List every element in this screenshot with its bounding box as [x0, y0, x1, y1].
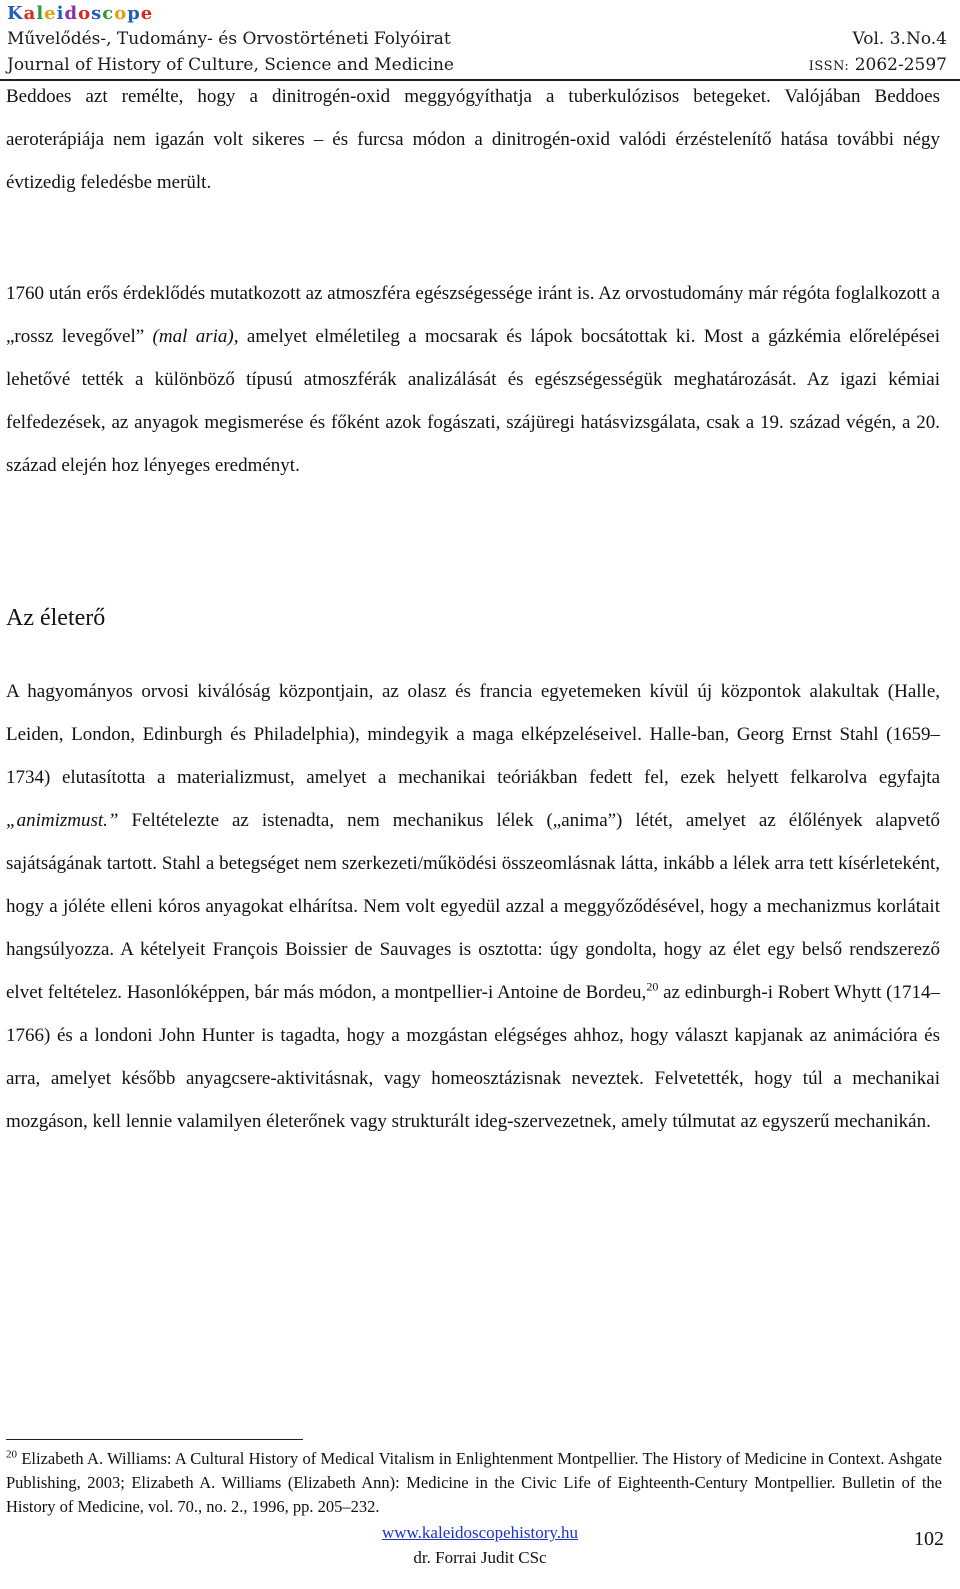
paragraph-2-part-a: 1760 után erős érdeklődés mutatkozott az atmoszféra egészségessége iránt is. Az orvostudomány már régóta foglalkozott a „rossz levegővel” — [6, 283, 940, 347]
paragraph-3 — [6, 670, 940, 1143]
paragraph-3-part-b: Feltételezte az istenadta, nem mechanikus lélek („anima”) létét, amelyet az élőlények alapvető sajátságának tartott. Stahl a betegséget nem szerkezeti/működési összeomlásnak látta, inkább a lélek arra tett kísérleteként, hogy a jóléte elleni kóros anyagokat elhárítsa. Nem volt egyedül azzal a meggyőződésével, hogy a mechanizmus korlátait hangsúlyozza. A kételyeit François Boissier de Sauvages is osztotta: úgy gondolta, hogy az élet egy belső rendszerező elvet feltételez. Hasonlóképpen, bár más módon, a montpellier-i Antoine de Bordeu, — [6, 810, 940, 1003]
brand-letter: c — [102, 3, 115, 24]
footnote-reference[interactable]: 20 — [646, 979, 659, 994]
journal-subtitle-en: Journal of History of Culture, Science and Medicine — [7, 55, 454, 75]
paragraph-1-text: Beddoes azt remélte, hogy a dinitrogén-oxid meggyógyíthatja a tuberkulózisos betegeket. Valójában Beddoes aeroterápiája nem igazán volt sikeres – és furcsa módon a dinitrogén-oxid valódi érzéstelenítő hatása további négy évtizedig feledésbe merült. — [6, 86, 940, 193]
brand-letter: s — [91, 3, 103, 24]
paragraph-2-text — [6, 272, 940, 487]
paragraph-2-part-b: amelyet elméletileg a mocsarak és lápok bocsátottak ki. Most a gázkémia előrelépései lehetővé tették a különböző típusú atmoszférák analizálását és egészségességük meghatározását. Az igazi kémiai felfedezések, az anyagok megismerése és főként azok fogászati, szájüregi hatásvizsgálata, csak a 19. század végén, a 20. század elején hoz lényeges eredményt. — [6, 326, 940, 476]
footnote-divider — [6, 1439, 303, 1440]
footnote — [6, 1447, 942, 1519]
paragraph-3-text — [6, 670, 940, 1143]
issn-label: ISSN: — [808, 59, 850, 74]
page-number: 102 — [914, 1528, 944, 1550]
brand-letter: i — [56, 3, 65, 24]
brand-letter: p — [127, 3, 141, 24]
footer-author: dr. Forrai Judit CSc — [413, 1548, 547, 1567]
paragraph-3-italic: „animizmust.” — [6, 810, 119, 831]
footer-website-link[interactable]: www.kaleidoscopehistory.hu — [381, 1523, 579, 1542]
brand-letter: o — [114, 3, 128, 24]
section-heading: Az életerő — [6, 605, 106, 631]
journal-subtitle-hu: Művelődés-, Tudomány- és Orvostörténeti Folyóirat — [7, 29, 451, 49]
paragraph-1 — [6, 75, 940, 204]
brand-letter: e — [44, 3, 57, 24]
paragraph-2-italic: (mal aria), — [152, 326, 239, 347]
journal-brand-logo — [7, 2, 947, 26]
journal-header — [7, 2, 947, 78]
brand-letter: d — [64, 3, 79, 24]
brand-letter: l — [36, 3, 45, 24]
paragraph-2 — [6, 272, 940, 487]
paragraph-3-part-a: A hagyományos orvosi kiválóság központjain, az olasz és francia egyetemeken kívül új központok alakultak (Halle, Leiden, London, Edinburgh és Philadelphia), mindegyik a maga elképzeléseivel. Halle-ban, Georg Ernst Stahl (1659–1734) elutasította a materializmust, amelyet a mechanikai teóriákban fedett fel, ezek helyett felkarolva egyfajta — [6, 681, 940, 788]
footnote-text: Elizabeth A. Williams: A Cultural History of Medical Vitalism in Enlightenment Montpellier. The History of Medicine in Context. Ashgate Publishing, 2003; Elizabeth A. Williams (Elizabeth Ann): Medicine in the Civic Life of Eighteenth-Century Montpellier. Bulletin of the History of Medicine, vol. 70., no. 2., 1996, pp. 205–232. — [6, 1449, 942, 1516]
brand-letter: K — [7, 3, 24, 24]
header-row-1 — [7, 26, 947, 52]
brand-letter: o — [78, 3, 92, 24]
paragraph-3-part-c: az edinburgh-i Robert Whytt (1714–1766) és a londoni John Hunter is tagadta, hogy a mozgástan elégséges ahhoz, hogy választ kapjanak az animációra és arra, amelyet később anyagcsere-aktivitásnak, vagy homeosztázisnak neveztek. Felvetették, hogy túl a mechanikai mozgáson, kell lennie valamilyen életerőnek vagy strukturált ideg-szervezetnek, amely túlmutat az egyszerű mechanikán. — [6, 982, 940, 1132]
issn-value: 2062-2597 — [849, 55, 947, 75]
journal-volume: Vol. 3.No.4 — [852, 29, 947, 49]
footnote-number: 20 — [6, 1448, 17, 1461]
brand-letter: e — [140, 3, 154, 24]
brand-letter: a — [23, 3, 37, 24]
